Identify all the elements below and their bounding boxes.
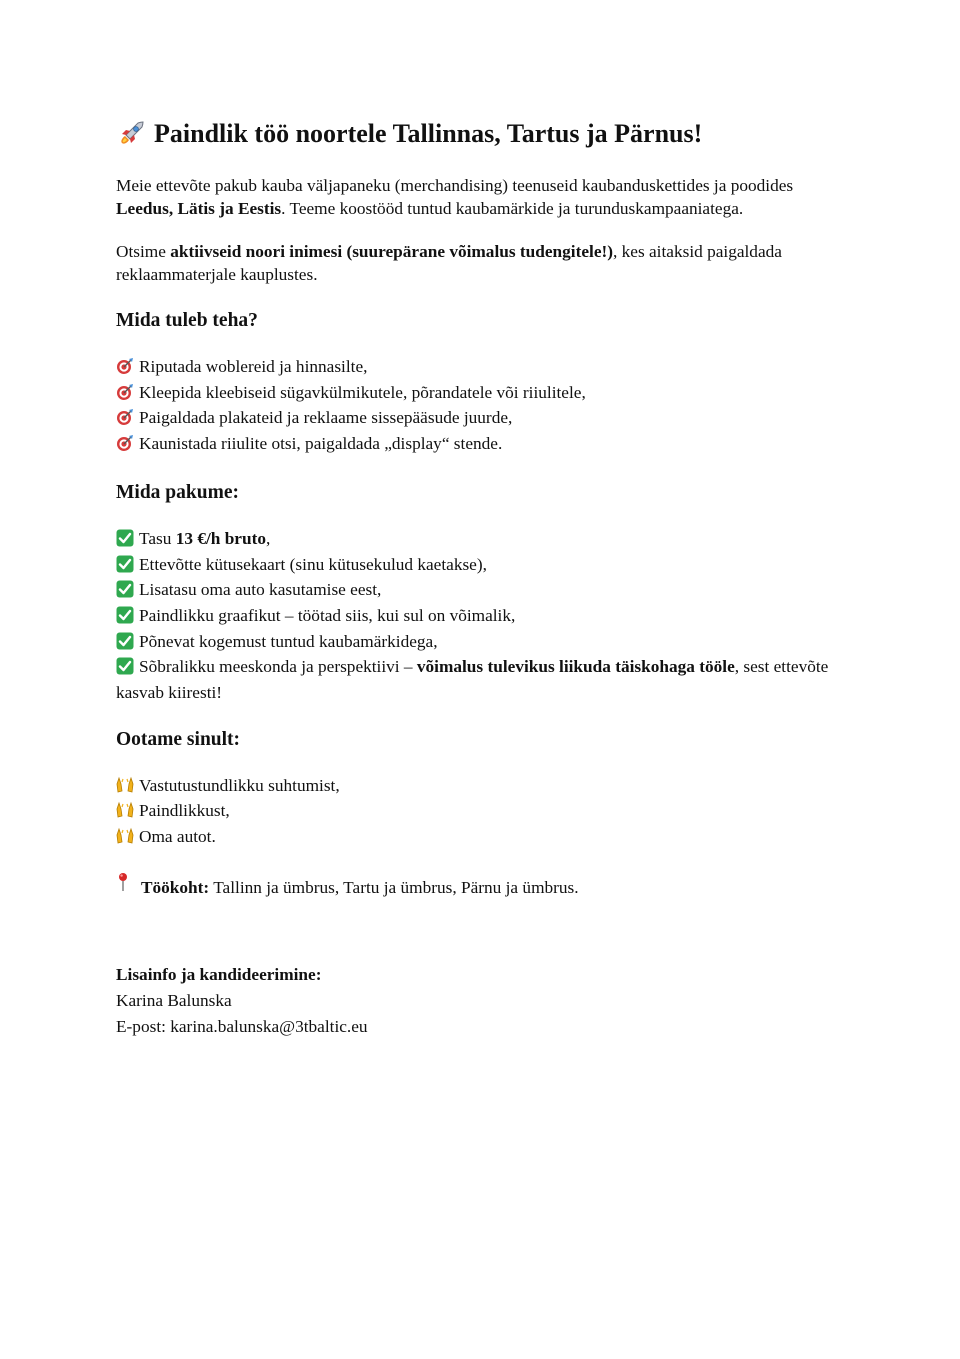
task-text: Kaunistada riiulite otsi, paigaldada „display“ stende. <box>139 434 503 454</box>
pin-icon <box>116 872 130 892</box>
offer-text: Paindlikku graafikut – töötad siis, kui sul on võimalik, <box>139 605 516 625</box>
tasks-heading: Mida tuleb teha? <box>116 310 258 331</box>
seeking-highlight: aktiivseid noori inimesi (suurepärane võimalus tudengitele!) <box>170 242 614 261</box>
list-item <box>116 603 836 629</box>
list-item <box>116 654 836 705</box>
seeking-paragraph <box>116 240 836 286</box>
list-item <box>116 773 836 799</box>
offer-list <box>116 526 836 706</box>
list-item <box>116 798 836 824</box>
list-item <box>116 431 836 457</box>
page-title-text: Paindlik töö noortele Tallinnas, Tartus ja Pärnus! <box>154 119 703 148</box>
team-highlight: võimalus tulevikus liikuda täiskohaga tööle <box>416 657 735 677</box>
list-item <box>116 526 836 552</box>
raised-hands-icon <box>116 801 134 819</box>
check-icon <box>116 529 134 547</box>
location-value: Tallinn ja ümbrus, Tartu ja ümbrus, Pärnu ja ümbrus. <box>209 877 579 897</box>
expect-list <box>116 773 836 850</box>
seeking-text: Otsime <box>116 242 171 261</box>
task-text: Riputada woblereid ja hinnasilte, <box>139 357 368 376</box>
check-icon <box>116 632 134 650</box>
expect-text: Oma autot. <box>139 827 216 847</box>
check-icon <box>116 555 134 573</box>
raised-hands-icon <box>116 827 134 845</box>
tasks-list <box>116 354 836 457</box>
check-icon <box>116 606 134 624</box>
check-icon <box>116 657 134 675</box>
contact-heading-text: Lisainfo ja kandideerimine: <box>116 964 322 984</box>
pay-text: Tasu <box>139 528 176 548</box>
pay-text-end: , <box>265 528 271 548</box>
target-icon <box>116 408 134 426</box>
location-line <box>116 872 836 899</box>
expect-text: Paindlikkust, <box>139 801 230 821</box>
intro-paragraph <box>116 174 836 220</box>
team-text: Sõbralikku meeskonda ja perspektiivi – <box>139 657 417 677</box>
intro-text: Meie ettevõte pakub kauba väljapaneku (merchandising) teenuseid kaubanduskettides ja poodides <box>116 176 794 195</box>
list-item <box>116 380 836 406</box>
page-title <box>116 112 836 156</box>
intro-text-end: . Teeme koostööd tuntud kaubamärkide ja turunduskampaaniatega. <box>281 199 744 218</box>
offer-text: Põnevat kogemust tuntud kaubamärkidega, <box>139 631 438 651</box>
expect-heading: Ootame sinult: <box>116 728 241 750</box>
offer-text: Lisatasu oma auto kasutamise eest, <box>139 580 382 600</box>
job-posting-page <box>116 112 836 1040</box>
location-label: Töökoht: <box>141 877 210 897</box>
raised-hands-icon <box>116 776 134 794</box>
seeking-text-end: , kes aitaksid paigaldada reklaammaterjale kauplustes. <box>116 242 782 284</box>
email-label: E-post: <box>116 1016 171 1036</box>
contact-heading <box>116 962 836 988</box>
intro-countries: Leedus, Lätis ja Eestis <box>116 199 282 218</box>
expect-text: Vastutustundlikku suhtumist, <box>139 775 340 795</box>
target-icon <box>116 357 134 375</box>
offer-text: Ettevõtte kütusekaart (sinu kütusekulud kaetakse), <box>139 554 487 574</box>
contact-section <box>116 962 836 1040</box>
email-address[interactable]: karina.balunska@3tbaltic.eu <box>170 1016 368 1036</box>
check-icon <box>116 580 134 598</box>
target-icon <box>116 383 134 401</box>
rocket-icon <box>116 119 146 149</box>
target-icon <box>116 434 134 452</box>
list-item <box>116 824 836 850</box>
list-item <box>116 577 836 603</box>
team-text-end: , sest ettevõte kasvab kiiresti! <box>116 657 829 703</box>
list-item <box>116 552 836 578</box>
list-item <box>116 405 836 431</box>
task-text: Kleepida kleebiseid sügavkülmikutele, põrandatele või riiulitele, <box>139 382 586 402</box>
contact-name: Karina Balunska <box>116 990 232 1010</box>
contact-email-line <box>116 1014 836 1040</box>
pay-amount: 13 €/h bruto <box>175 528 266 548</box>
list-item <box>116 354 836 380</box>
task-text: Paigaldada plakateid ja reklaame sissepääsude juurde, <box>139 408 513 428</box>
offer-heading: Mida pakume: <box>116 481 239 503</box>
list-item <box>116 629 836 655</box>
